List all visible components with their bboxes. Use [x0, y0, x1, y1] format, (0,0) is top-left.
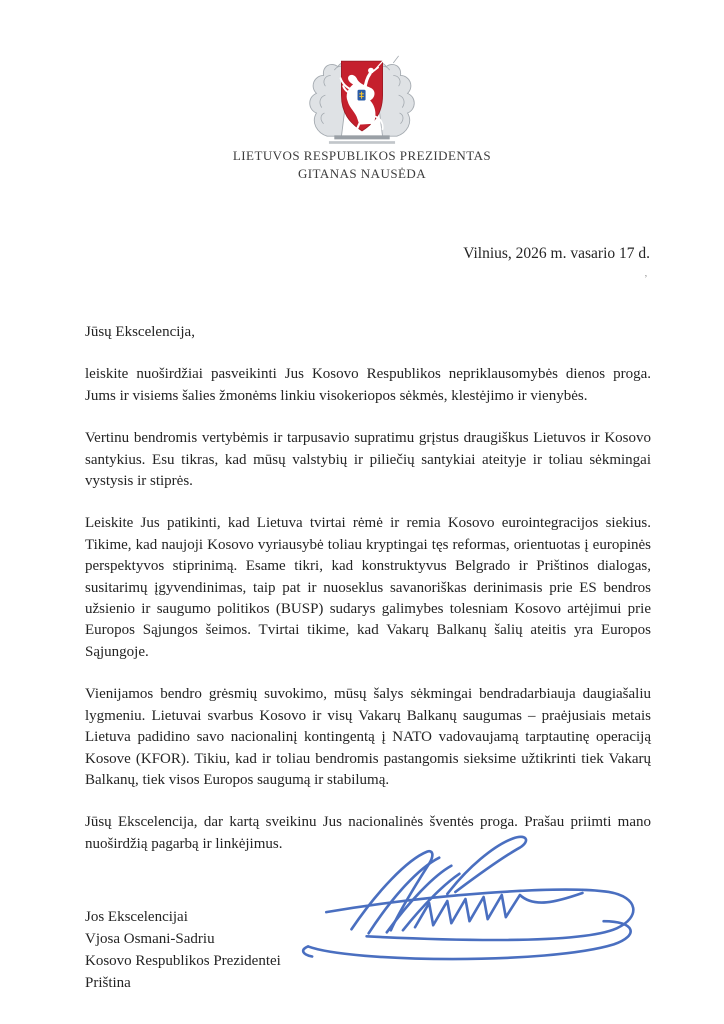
paragraph-closing: Jūsų Ekscelencija, dar kartą sveikinu Jus nacionalinės šventės proga. Prašau priimti mano nuoširdžią pagarbą ir linkėjimus.: [85, 814, 651, 852]
salutation: Jūsų Ekscelencija,: [85, 324, 195, 340]
recipient-honorific: Jos Ekscelencijai: [85, 909, 188, 925]
recipient-city: Priština: [85, 975, 131, 991]
recipient-block: [85, 906, 281, 994]
paragraph-greeting: leiskite nuoširdžiai pasveikinti Jus Kosovo Respublikos nepriklausomybės dienos proga. Jums ir visiems šalies žmonėms linkiu visokeriopos sėkmės, klestėjimo ir vienybės.: [85, 366, 651, 404]
signature-strokes: [303, 837, 633, 959]
letter-body: [85, 322, 651, 876]
signature-handwritten: [296, 831, 644, 963]
scan-artifact-mark: ’: [644, 273, 648, 285]
paragraph-eu-integration: Leiskite Jus patikinti, kad Lietuva tvirtai rėmė ir remia Kosovo eurointegracijos siekius. Tikime, kad naujoji Kosovo vyriausybė toliau kryptingai tęs reformas, orientuotas į europinės perspektyvos stiprinimą. Esame tikri, kad konstruktyvus Belgrado ir Prištinos dialogas, susitarimų įgyvendinimas, taip pat ir nuoseklus savanoriškas derinimasis prie ES bendros užsienio ir saugumo politikos (BUSP) sudarys galimybes tolesniam Kosovo artėjimui prie Europos Sąjungos šeimos. Tvirtai tikime, kad Vakarų Balkanų šalių ateitis yra Europos Sąjungoje.: [85, 515, 651, 660]
letterhead: [0, 54, 724, 182]
pedestal-base: [329, 141, 395, 144]
pedestal-bar: [334, 135, 389, 139]
letterhead-president-name: GITANAS NAUSĖDA: [297, 166, 427, 181]
paragraph-relations: Vertinu bendromis vertybėmis ir tarpusavio supratimu grįstus draugiškus Lietuvos ir Kosovo santykius. Esu tikras, kad mūsų valstybių ir piliečių santykiai ateityje ir toliau sėkmingai vystysis ir stiprės.: [85, 430, 651, 490]
paragraph-security: Vienijamos bendro grėsmių suvokimo, mūsų šalys sėkmingai bendradarbiauja daugiašaliu lygmeniu. Lietuvai svarbus Kosovo ir visų Vakarų Balkanų saugumas – praėjusiais metais Lietuva padidino savo nacionalinį kontingentą į NATO vadovaujamą tarptautinę operaciją Kosove (KFOR). Tikiu, kad ir toliau bendromis pastangomis sieksime užtikrinti tiek Vakarų Balkanų, tiek visos Europos saugumą ir stabilumą.: [85, 686, 651, 788]
letterhead-title: LIETUVOS RESPUBLIKOS PREZIDENTAS: [232, 148, 492, 163]
date-line: Vilnius, 2026 m. vasario 17 d.: [463, 245, 650, 262]
coat-of-arms-lithuania-icon: [295, 54, 429, 147]
recipient-name: Vjosa Osmani-Sadriu: [85, 931, 215, 947]
recipient-title: Kosovo Respublikos Prezidentei: [85, 953, 281, 969]
